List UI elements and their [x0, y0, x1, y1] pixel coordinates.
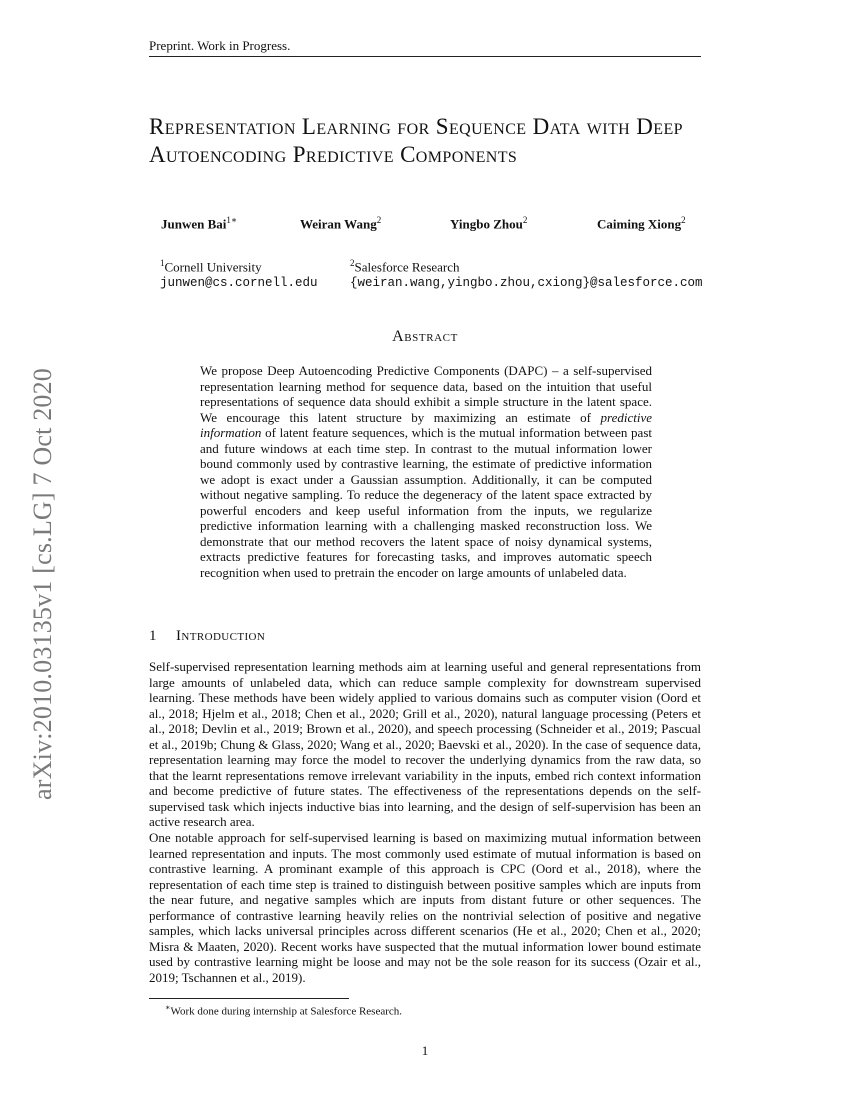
abstract-text-part: We propose Deep Autoencoding Predictive Components (DAPC) – a self-supervised representation learning method for sequence data, based on the intuition that useful representations of sequence data should exhibit a simple structure in the latent space. We encourage this latent structure by maximizing an estimate of	[200, 363, 652, 425]
author-mark: 1∗	[226, 215, 238, 225]
author-name-text: Junwen Bai	[161, 216, 227, 232]
arxiv-identifier: arXiv:2010.03135v1 [cs.LG] 7 Oct 2020	[28, 368, 57, 800]
author-name	[597, 215, 686, 232]
author-mark: 2	[376, 215, 382, 225]
author-name	[161, 215, 237, 232]
author-mark: 2	[522, 215, 528, 225]
section-heading	[149, 628, 265, 645]
abstract-emphasis: predictive information	[200, 409, 652, 440]
abstract-heading: Abstract	[392, 328, 458, 345]
affiliation	[160, 255, 318, 292]
abstract-text-part: of latent feature sequences, which is the mutual information between past and future windows at each time step. In contrast to the mutual information lower bound commonly used by contrastive learning, the estimate of predictive information we adopt is exact under a Gaussian assumption. Additionally, it can be computed without negative sampling. To reduce the degeneracy of the latent space extracted by powerful encoders and keep useful information from the inputs, we regularize predictive information learning with a challenging masked reconstruction loss. We demonstrate that our method recovers the latent space of noisy dynamical systems, extracts predictive features for forecasting tasks, and improves automatic speech recognition when used to pretrain the encoder on large amounts of unlabeled data.	[200, 425, 652, 580]
abstract-text	[200, 363, 652, 580]
author-mark: 2	[681, 215, 686, 225]
footnote-divider	[149, 998, 349, 999]
footnote-mark: ∗	[165, 1003, 171, 1012]
affiliation-institution: Cornell University	[164, 259, 262, 275]
affiliation-mark: 1	[160, 258, 165, 268]
author-name-text: Weiran Wang	[300, 216, 377, 232]
paper-title: Representation Learning for Sequence Data with Deep Autoencoding Predictive Components	[149, 114, 683, 167]
affiliation-email: junwen@cs.cornell.edu	[160, 276, 318, 291]
body-paragraph: Self-supervised representation learning methods aim at learning useful and general representations from large amounts of unlabeled data, which can reduce sample complexity for downstream supervised learning. These methods have been widely applied to various domains such as computer vision (Oord et al., 2018; Hjelm et al., 2018; Chen et al., 2020; Grill et al., 2020), natural language processing (Peters et al., 2018; Devlin et al., 2019; Brown et al., 2020), and speech processing (Schneider et al., 2019; Pascual et al., 2019b; Chung & Glass, 2020; Wang et al., 2020; Baevski et al., 2020). In the case of sequence data, representation learning may force the model to recover the underlying dynamics from the raw data, so that the learnt representations remove irrelevant variability in the inputs, embed rich context information and become predictive of future states. The effectiveness of the representations depends on the self-supervised task which injects inductive bias into learning, and the design of self-supervision has been an active research area.	[149, 659, 701, 829]
affiliation-mark: 2	[350, 258, 355, 268]
page-number: 1	[421, 1043, 429, 1058]
footnote	[165, 1003, 402, 1018]
author-name	[450, 215, 527, 232]
footnote-text: Work done during internship at Salesforce Research.	[170, 1005, 403, 1018]
author-name	[300, 215, 381, 232]
author-name-text: Caiming Xiong	[597, 216, 682, 232]
section-title: Introduction	[176, 628, 266, 644]
affiliation-email: {weiran.wang,yingbo.zhou,cxiong}@salesforce.com	[350, 276, 703, 291]
body-paragraph: One notable approach for self-supervised learning is based on maximizing mutual information between learned representation and inputs. The most commonly used estimate of mutual information is based on contrastive learning. A prominant example of this approach is CPC (Oord et al., 2018), where the representation of each time step is trained to distinguish between positive samples which are inputs from the near future, and negative samples which are inputs from distant future or other sequences. The performance of contrastive learning heavily relies on the nontrivial selection of positive and negative samples, which lacks universal principles across different scenarios (He et al., 2020; Chen et al., 2020; Misra & Maaten, 2020). Recent works have suspected that the mutual information lower bound estimate used by contrastive learning might be loose and may not be the sole reason for its success (Ozair et al., 2019; Tschannen et al., 2019).	[149, 830, 701, 985]
affiliation	[350, 255, 703, 292]
affiliation-institution: Salesforce Research	[354, 259, 460, 275]
author-name-text: Yingbo Zhou	[450, 216, 523, 232]
section-number: 1	[149, 628, 157, 644]
running-head: Preprint. Work in Progress.	[149, 38, 701, 57]
